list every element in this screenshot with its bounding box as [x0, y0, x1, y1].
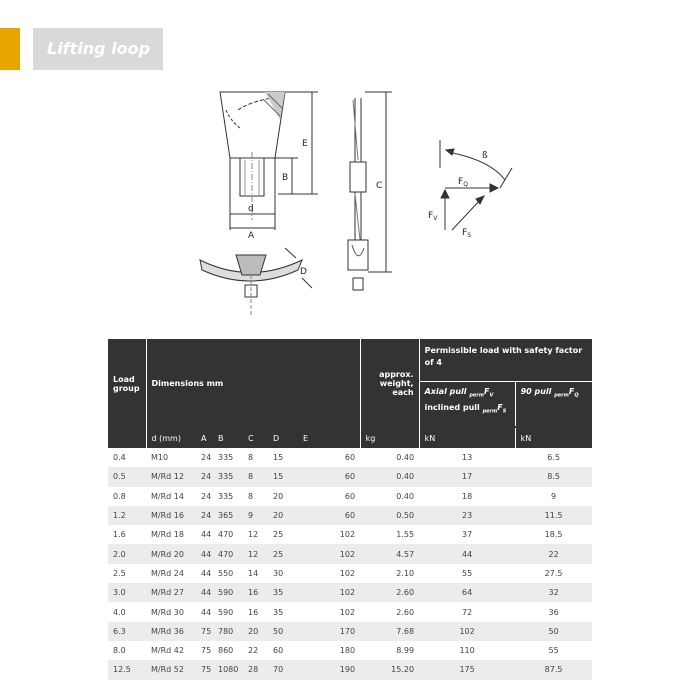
- cell-group: 1.2: [108, 506, 146, 525]
- cell-q: 18.5: [544, 530, 563, 540]
- cell-A: 44: [196, 583, 213, 602]
- cell-A: 24: [201, 491, 212, 501]
- cell-B: 780: [213, 622, 243, 641]
- cell-axial: 102: [419, 622, 515, 641]
- cell-axial: 13: [461, 453, 473, 463]
- cell-q: 11.5: [515, 506, 592, 525]
- cell-axial: 110: [459, 646, 475, 656]
- subheader-E: E: [298, 428, 360, 448]
- cell-group: 12.5: [108, 660, 146, 679]
- cell-C: 16: [243, 583, 268, 602]
- cell-q: 8.5: [515, 467, 592, 486]
- cell-C: 20: [243, 622, 268, 641]
- header-dimensions: Dimensions mm: [146, 339, 360, 428]
- cell-C: 8: [248, 491, 254, 501]
- cell-q: 50: [515, 622, 592, 641]
- label-d: d: [248, 204, 254, 214]
- label-FS: $F_S$: [462, 228, 471, 239]
- cell-E: 102: [339, 530, 356, 540]
- header-90-pull: 90 pull $_{perm}F_Q$: [520, 387, 579, 399]
- cell-E: 60: [298, 506, 360, 525]
- header-axial-inclined: Axial pull $_{perm}F_V$ inclined pull $_{perm}F_S$: [420, 382, 516, 426]
- cell-D: 35: [268, 583, 298, 602]
- cell-d: M/Rd 42: [151, 646, 184, 656]
- label-E: E: [302, 139, 308, 149]
- label-FQ: $F_Q$: [458, 177, 468, 188]
- cell-axial: 18: [461, 491, 473, 501]
- bent-view: [200, 248, 312, 315]
- cell-q: 27.5: [544, 568, 563, 578]
- cell-A: 44: [201, 530, 212, 540]
- cell-group: 1.6: [113, 530, 126, 540]
- cell-kg: 0.40: [396, 453, 415, 463]
- cell-group: 0.4: [113, 453, 126, 463]
- cell-E: 60: [344, 453, 356, 463]
- cell-A: 24: [196, 506, 213, 525]
- table-row: [108, 660, 592, 679]
- load-table: [108, 339, 592, 680]
- cell-C: 28: [243, 660, 268, 679]
- cell-kg: 2.60: [396, 607, 415, 617]
- cell-A: 75: [196, 622, 213, 641]
- cell-E: 102: [339, 607, 356, 617]
- cell-axial: 175: [419, 660, 515, 679]
- cell-kg: 7.68: [360, 622, 419, 641]
- cell-D: 15: [273, 453, 284, 463]
- force-diagram: [440, 140, 512, 230]
- cell-D: 20: [268, 506, 298, 525]
- header-permissible-title: Permissible load with safety factor of 4: [420, 341, 593, 382]
- cell-q: 87.5: [515, 660, 592, 679]
- label-FV: $F_V$: [428, 211, 438, 222]
- cell-E: 102: [298, 544, 360, 563]
- cell-group: 0.8: [113, 491, 126, 501]
- cell-d: M/Rd 36: [146, 622, 196, 641]
- cell-axial: 23: [419, 506, 515, 525]
- cell-q: 6.5: [547, 453, 560, 463]
- cell-A: 44: [201, 607, 212, 617]
- cell-E: 60: [344, 491, 356, 501]
- table-row: [108, 448, 592, 467]
- label-B: B: [282, 173, 289, 183]
- cell-d: M/Rd 12: [146, 467, 196, 486]
- subheader-C: C: [243, 428, 268, 448]
- cell-q: 55: [548, 646, 559, 656]
- page-title: Lifting loop: [33, 28, 163, 70]
- cell-E: 60: [298, 467, 360, 486]
- cell-A: 24: [201, 453, 212, 463]
- lifting-loop-drawing: [190, 80, 530, 320]
- cell-kg: 15.20: [360, 660, 419, 679]
- cell-C: 8: [248, 453, 254, 463]
- cell-D: 60: [273, 646, 284, 656]
- table-row: [108, 487, 592, 506]
- cell-d: M/Rd 27: [146, 583, 196, 602]
- cell-axial: 37: [461, 530, 473, 540]
- cell-kg: 1.55: [396, 530, 415, 540]
- cell-group: 3.0: [108, 583, 146, 602]
- cell-C: 22: [248, 646, 259, 656]
- cell-axial: 64: [419, 583, 515, 602]
- cell-group: 4.0: [113, 607, 126, 617]
- cell-kg: 0.50: [360, 506, 419, 525]
- cell-E: 102: [298, 583, 360, 602]
- cell-group: 2.5: [113, 568, 126, 578]
- cell-D: 35: [273, 607, 284, 617]
- header-permissible: [419, 339, 592, 428]
- table-row: [108, 467, 592, 486]
- table-row: [108, 525, 592, 544]
- cell-C: 14: [248, 568, 259, 578]
- cell-q: 36: [548, 607, 559, 617]
- cell-E: 102: [339, 568, 356, 578]
- cell-d: M/Rd 24: [151, 568, 184, 578]
- cell-axial: 17: [419, 467, 515, 486]
- cell-B: 470: [213, 544, 243, 563]
- table-row: [108, 583, 592, 602]
- cell-kg: 0.40: [360, 467, 419, 486]
- cell-group: 0.5: [108, 467, 146, 486]
- side-view: [348, 92, 392, 290]
- cell-B: 550: [218, 568, 234, 578]
- cell-D: 20: [273, 491, 284, 501]
- table-body: [108, 448, 592, 680]
- cell-C: 8: [243, 467, 268, 486]
- cell-q: 22: [515, 544, 592, 563]
- subheader-kN-axial: kN: [419, 428, 515, 448]
- label-A: A: [248, 231, 255, 241]
- subheader-A: A: [196, 428, 213, 448]
- cell-d: M/Rd 14: [151, 491, 184, 501]
- cell-group: 2.0: [108, 544, 146, 563]
- cell-kg: 8.99: [396, 646, 415, 656]
- cell-kg: 2.10: [396, 568, 415, 578]
- subheader-d: d (mm): [146, 428, 196, 448]
- table-row: [108, 622, 592, 641]
- cell-C: 16: [248, 607, 259, 617]
- cell-A: 24: [196, 467, 213, 486]
- subheader-kg: kg: [360, 428, 419, 448]
- cell-kg: 0.40: [396, 491, 415, 501]
- header-weight: approx. weight, each: [360, 339, 419, 428]
- cell-group: 8.0: [113, 646, 126, 656]
- cell-axial: 55: [461, 568, 473, 578]
- cell-d: M10: [151, 453, 169, 463]
- cell-B: 335: [218, 491, 234, 501]
- cell-d: M/Rd 16: [146, 506, 196, 525]
- cell-D: 70: [268, 660, 298, 679]
- cell-d: M/Rd 18: [151, 530, 184, 540]
- cell-D: 50: [268, 622, 298, 641]
- cell-A: 75: [196, 660, 213, 679]
- table-row: [108, 544, 592, 563]
- cell-q: 9: [551, 491, 557, 501]
- cell-B: 1080: [213, 660, 243, 679]
- cell-D: 25: [273, 530, 284, 540]
- cell-D: 25: [268, 544, 298, 563]
- label-C: C: [376, 181, 383, 191]
- cell-A: 75: [201, 646, 212, 656]
- header-load-group: Load group: [108, 339, 146, 428]
- label-beta: ß: [482, 151, 488, 161]
- cell-axial: 44: [419, 544, 515, 563]
- cell-E: 170: [298, 622, 360, 641]
- cell-E: 180: [339, 646, 356, 656]
- cell-B: 365: [213, 506, 243, 525]
- cell-d: M/Rd 30: [151, 607, 184, 617]
- cell-B: 335: [213, 467, 243, 486]
- cell-C: 12: [243, 544, 268, 563]
- cell-D: 15: [268, 467, 298, 486]
- cell-d: M/Rd 52: [146, 660, 196, 679]
- cell-D: 30: [273, 568, 284, 578]
- cell-d: M/Rd 20: [146, 544, 196, 563]
- cell-B: 335: [218, 453, 234, 463]
- cell-B: 470: [218, 530, 234, 540]
- cell-axial: 72: [461, 607, 473, 617]
- cell-A: 44: [196, 544, 213, 563]
- cell-C: 12: [248, 530, 259, 540]
- cell-B: 590: [218, 607, 234, 617]
- table-row: [108, 506, 592, 525]
- front-view: [220, 92, 318, 230]
- cell-group: 6.3: [108, 622, 146, 641]
- cell-B: 590: [213, 583, 243, 602]
- cell-A: 44: [201, 568, 212, 578]
- subheader-kN-90: kN: [515, 428, 592, 448]
- table-row: [108, 641, 592, 660]
- cell-C: 9: [243, 506, 268, 525]
- label-D: D: [300, 267, 307, 277]
- cell-B: 860: [218, 646, 234, 656]
- subheader-D: D: [268, 428, 298, 448]
- cell-E: 190: [298, 660, 360, 679]
- subheader-B: B: [213, 428, 243, 448]
- cell-q: 32: [515, 583, 592, 602]
- accent-bar: [0, 28, 20, 70]
- cell-kg: 4.57: [360, 544, 419, 563]
- cell-kg: 2.60: [360, 583, 419, 602]
- table-row: [108, 602, 592, 621]
- table-row: [108, 564, 592, 583]
